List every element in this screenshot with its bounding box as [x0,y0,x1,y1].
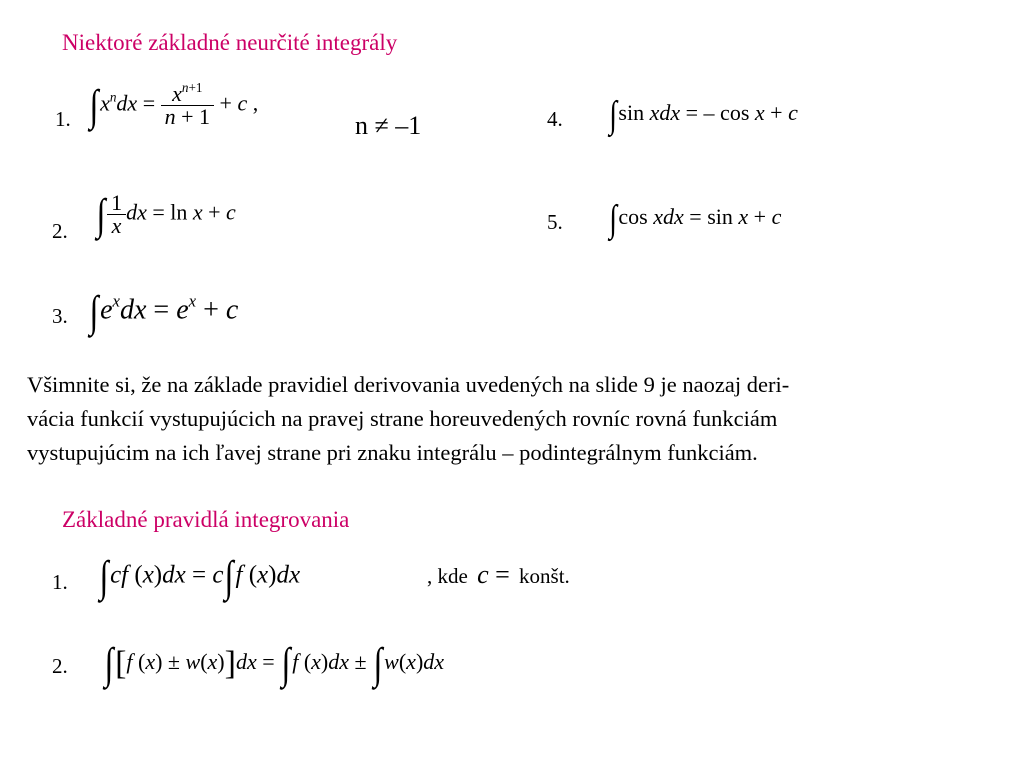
formula-2-number: 2. [52,219,68,243]
formula-2: ∫ $\frac{1}{x}$ dx = ln x + c [96,189,236,239]
formula-4: ∫sin xdx = – cos x + c [609,94,798,136]
note-paragraph [27,368,1002,470]
formula-3-number: 3. [52,304,68,328]
formula-1-number: 1. [55,107,71,131]
formula-4-number: 4. [547,107,563,131]
formula-3: $\int e^xdx = e^x + c$ [89,287,239,336]
rule-2-number: 2. [52,654,68,678]
rule-1-where: , kde c = konšt. [427,560,570,589]
formula-5-number: 5. [547,210,563,234]
formula-1-condition: n ≠ –1 [355,111,422,140]
note-line-3: vystupujúcim na ich ľavej strane pri znaku integrálu – podintegrálnym funkciám. [27,440,758,465]
rule-2: ∫[f (x) ± w(x)]dx = ∫f (x)dx ± ∫w(x)dx [104,639,445,688]
heading-rules: Základné pravidlá integrovania [62,507,350,532]
heading-integrals: Niektoré základné neurčité integrály [62,30,398,55]
rule-1-where-label: , kde [427,564,468,588]
rule-1-const-label: konšt. [519,564,570,588]
formula-1: $\int x^ndx$ = $\frac{x^{n+1}}{n + 1}$ + c , [89,79,259,130]
note-line-1: Všimnite si, že na základe pravidiel derivovania uvedených na slide 9 je naozaj deri- [27,372,790,397]
rule-1-number: 1. [52,570,68,594]
rule-1: ∫cf (x)dx = c∫f (x)dx [99,552,301,601]
note-line-2: vácia funkcií vystupujúcich na pravej strane horeuvedených rovníc rovná funkciám [27,406,778,431]
formula-5: ∫cos xdx = sin x + c [609,198,782,240]
